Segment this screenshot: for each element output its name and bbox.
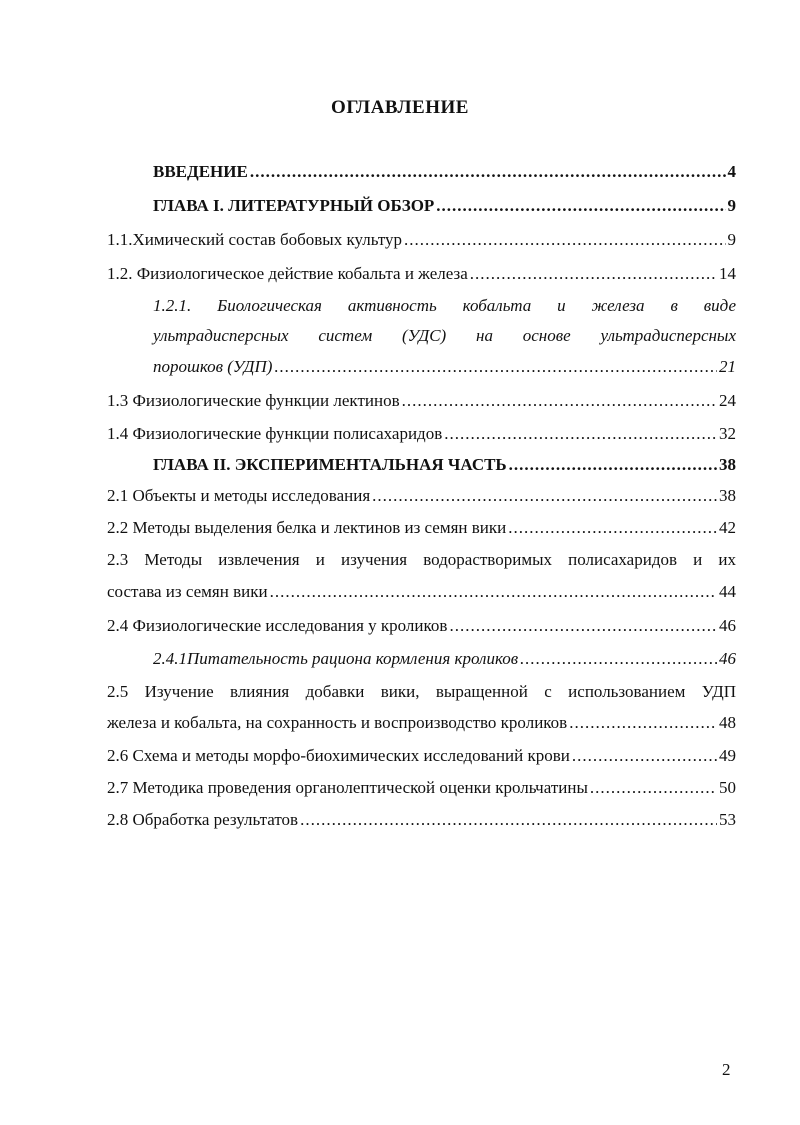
toc-entry-page: 53	[719, 810, 736, 829]
toc-entry-2-5-line-2[interactable]	[107, 711, 736, 735]
toc-entry-page: 42	[719, 518, 736, 537]
toc-entry-2-1[interactable]	[107, 484, 736, 508]
toc-entry-page: 9	[727, 196, 736, 215]
toc-entry-label: 1.1.Химический состав бобовых культур	[107, 230, 403, 249]
toc-entry-1-2[interactable]	[107, 262, 736, 286]
toc-entry-label: 1.4 Физиологические функции полисахаридов	[107, 424, 443, 443]
dot-leader	[274, 355, 717, 379]
toc-entry-2-5-line-1[interactable]: 2.5 Изучение влияния добавки вики, выращенной с использованием УДП	[107, 682, 736, 701]
dot-leader	[436, 194, 725, 218]
toc-entry-label: состава из семян вики	[107, 582, 268, 601]
toc-entry-intro[interactable]	[153, 160, 736, 184]
toc-entry-label: железа и кобальта, на сохранность и воспроизводство кроликов	[107, 713, 568, 732]
dot-leader	[590, 776, 717, 800]
toc-entry-page: 38	[719, 455, 736, 474]
toc-entry-page: 46	[719, 616, 736, 635]
toc-entry-2-7[interactable]	[107, 776, 736, 800]
toc-entry-page: 32	[719, 424, 736, 443]
toc-entry-label: 1.2. Физиологическое действие кобальта и железа	[107, 264, 468, 283]
toc-entry-label: 1.3 Физиологические функции лектинов	[107, 391, 400, 410]
dot-leader	[569, 711, 717, 735]
toc-entry-2-4[interactable]	[107, 614, 736, 638]
dot-leader	[270, 580, 717, 604]
dot-leader	[509, 453, 717, 477]
toc-entry-2-3-line-2[interactable]	[107, 580, 736, 604]
toc-entry-2-8[interactable]	[107, 808, 736, 832]
toc-entry-2-6[interactable]	[107, 744, 736, 768]
toc-entry-1-3[interactable]	[107, 389, 736, 413]
toc-entry-label: 2.6 Схема и методы морфо-биохимических исследований крови	[107, 746, 570, 765]
toc-entry-label: 2.8 Обработка результатов	[107, 810, 299, 829]
toc-entry-1-1[interactable]	[107, 228, 736, 252]
dot-leader	[250, 160, 726, 184]
toc-entry-page: 9	[727, 230, 736, 249]
toc-entry-2-4-1[interactable]	[153, 647, 736, 671]
dot-leader	[404, 228, 725, 252]
toc-entry-label: 2.4 Физиологические исследования у кроликов	[107, 616, 448, 635]
toc-title: ОГЛАВЛЕНИЕ	[331, 97, 469, 118]
toc-entry-label: 2.2 Методы выделения белка и лектинов из семян вики	[107, 518, 507, 537]
dot-leader	[300, 808, 717, 832]
toc-entry-page: 24	[719, 391, 736, 410]
toc-entry-page: 14	[719, 264, 736, 283]
toc-entry-1-2-1-line-3[interactable]	[153, 355, 736, 379]
toc-entry-page: 44	[719, 582, 736, 601]
toc-entry-label: 2.1 Объекты и методы исследования	[107, 486, 371, 505]
toc-entry-label: 2.4.1Питательность рациона кормления кроликов	[153, 649, 519, 668]
dot-leader	[449, 614, 717, 638]
toc-entry-label: ГЛАВА I. ЛИТЕРАТУРНЫЙ ОБЗОР	[153, 196, 435, 215]
toc-entry-label: ГЛАВА II. ЭКСПЕРИМЕНТАЛЬНАЯ ЧАСТЬ	[153, 455, 507, 474]
toc-entry-2-2[interactable]	[107, 516, 736, 540]
toc-entry-page: 21	[719, 357, 736, 376]
toc-entry-page: 38	[719, 486, 736, 505]
toc-entry-page: 50	[719, 778, 736, 797]
toc-entry-label: порошков (УДП)	[153, 357, 273, 376]
dot-leader	[402, 389, 717, 413]
toc-entry-chapter-2[interactable]	[153, 453, 736, 477]
dot-leader	[372, 484, 717, 508]
dot-leader	[508, 516, 717, 540]
toc-entry-page: 49	[719, 746, 736, 765]
toc-entry-1-2-1-line-1[interactable]: 1.2.1. Биологическая активность кобальта и железа в виде	[153, 296, 736, 315]
toc-entry-page: 4	[727, 162, 736, 181]
toc-entry-label: ВВЕДЕНИЕ	[153, 162, 248, 181]
page-number: 2	[722, 1060, 731, 1079]
toc-entry-label: 2.7 Методика проведения органолептической оценки крольчатины	[107, 778, 588, 797]
toc-entry-1-2-1-line-2[interactable]: ультрадисперсных систем (УДС) на основе ультрадисперсных	[153, 326, 736, 345]
dot-leader	[572, 744, 717, 768]
toc-entry-page: 46	[719, 649, 736, 668]
toc-entry-2-3-line-1[interactable]: 2.3 Методы извлечения и изучения водорастворимых полисахаридов и их	[107, 550, 736, 569]
dot-leader	[520, 647, 717, 671]
toc-entry-chapter-1[interactable]	[153, 194, 736, 218]
toc-entry-page: 48	[719, 713, 736, 732]
toc-entry-1-4[interactable]	[107, 422, 736, 446]
dot-leader	[444, 422, 717, 446]
dot-leader	[470, 262, 717, 286]
